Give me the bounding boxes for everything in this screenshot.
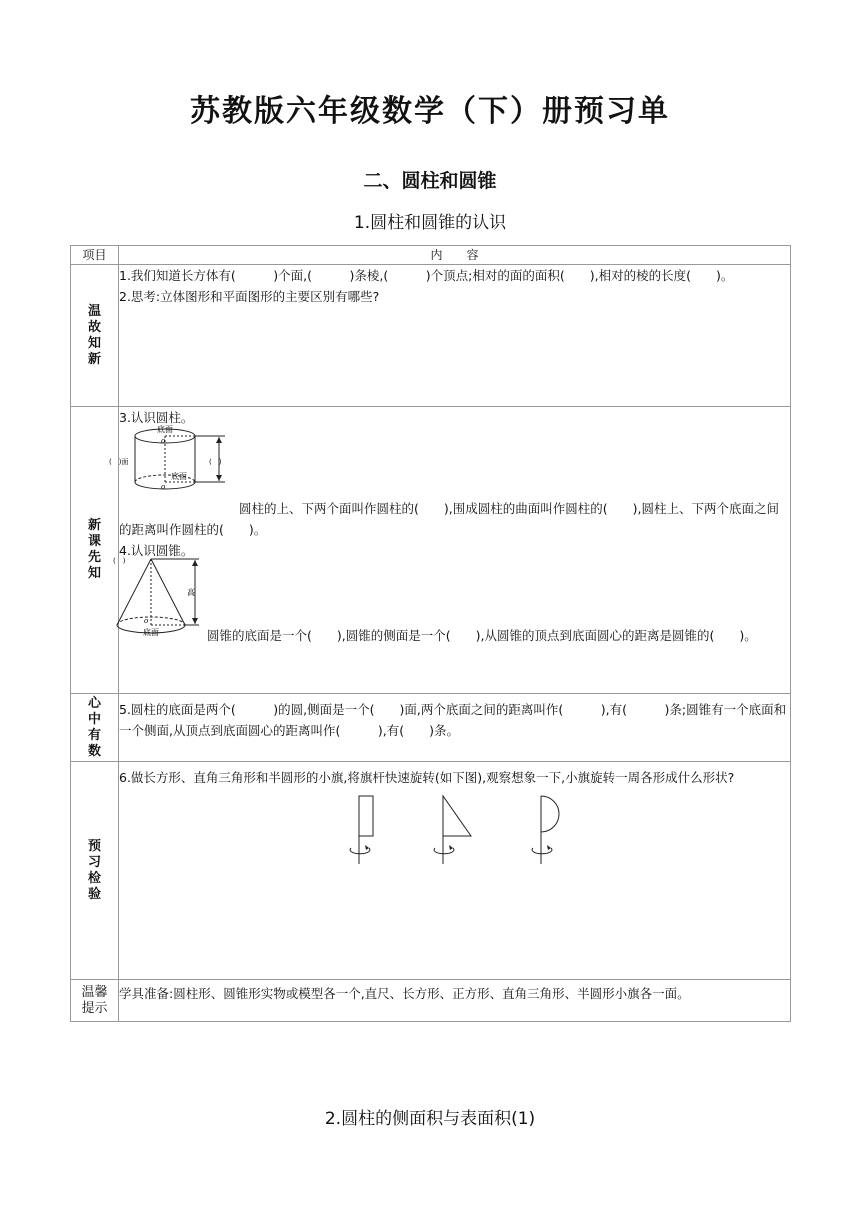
next-lesson-heading: 2.圆柱的侧面积与表面积(1): [324, 1109, 536, 1129]
cone-top-label: ( ): [113, 557, 126, 565]
cone-base-label: 底面: [143, 628, 159, 637]
rotation-flags: [119, 794, 790, 866]
svg-text:o: o: [161, 483, 166, 491]
question-4-text: 圆锥的底面是一个( ),圆锥的侧面是一个( ),从圆锥的顶点到底面圆心的距离是圆锥的( )。: [207, 628, 757, 643]
check-content: [119, 762, 791, 980]
tips-text: 学具准备:圆柱形、圆锥形实物或模型各一个,直尺、长方形、正方形、直角三角形、半圆形小旗各一面。: [119, 986, 690, 1001]
cylinder-bottom-label: 底面: [171, 472, 187, 481]
page-title: 苏教版六年级数学（下）册预习单: [190, 94, 670, 129]
column-header-item: 项目: [71, 246, 119, 265]
question-2: 2.思考:立体图形和平面图形的主要区别有哪些?: [119, 289, 380, 304]
question-1: 1.我们知道长方体有( )个面,( )条棱,( )个顶点;相对的面的面积( ),相对的棱的长度( )。: [119, 268, 734, 283]
cylinder-height-label: ( ): [209, 458, 222, 466]
cylinder-figure: [111, 424, 241, 496]
tips-content: [119, 980, 791, 1022]
triangle-flag-icon: [425, 794, 485, 866]
cone-figure: [113, 555, 213, 637]
question-5: 5.圆柱的底面是两个( )的圆,侧面是一个( )面,两个底面之间的距离叫作( ),有( )条;圆锥有一个底面和一个侧面,从顶点到底面圆心的距离叫作( ),有( )条。: [119, 702, 787, 738]
cylinder-top-label: 底面: [157, 425, 173, 434]
cylinder-side-label: ( )面: [109, 458, 129, 466]
row-label-new-lesson: 新课先知: [71, 407, 119, 694]
row-label-summary: 心中有数: [71, 694, 119, 762]
semicircle-flag-icon: [521, 794, 571, 866]
preview-table: [70, 245, 791, 1022]
cone-height-label: 高: [187, 588, 195, 597]
svg-text:o: o: [161, 437, 166, 445]
question-4-title: 4.认识圆锥。: [119, 543, 194, 558]
column-header-content: 内 容: [119, 246, 791, 265]
row-label-tips: 温馨提示: [71, 980, 119, 1022]
row-label-review: 温故知新: [71, 265, 119, 407]
svg-text:o: o: [144, 617, 149, 625]
rectangle-flag-icon: [339, 794, 389, 866]
review-content: [119, 265, 791, 407]
new-lesson-content: [109, 407, 791, 694]
row-label-check: 预习检验: [71, 762, 119, 980]
unit-heading: 二、圆柱和圆锥: [363, 170, 497, 192]
question-3-text: 圆柱的上、下两个面叫作圆柱的( ),围成圆柱的曲面叫作圆柱的( ),圆柱上、下两个底面之间的距离叫作圆柱的( )。: [119, 501, 779, 537]
question-6: 6.做长方形、直角三角形和半圆形的小旗,将旗杆快速旋转(如下图),观察想象一下,小旗旋转一周各形成什么形状?: [119, 770, 735, 785]
question-3-title: 3.认识圆柱。: [119, 410, 194, 425]
summary-content: [119, 694, 791, 762]
lesson-heading: 1.圆柱和圆锥的认识: [353, 213, 507, 233]
